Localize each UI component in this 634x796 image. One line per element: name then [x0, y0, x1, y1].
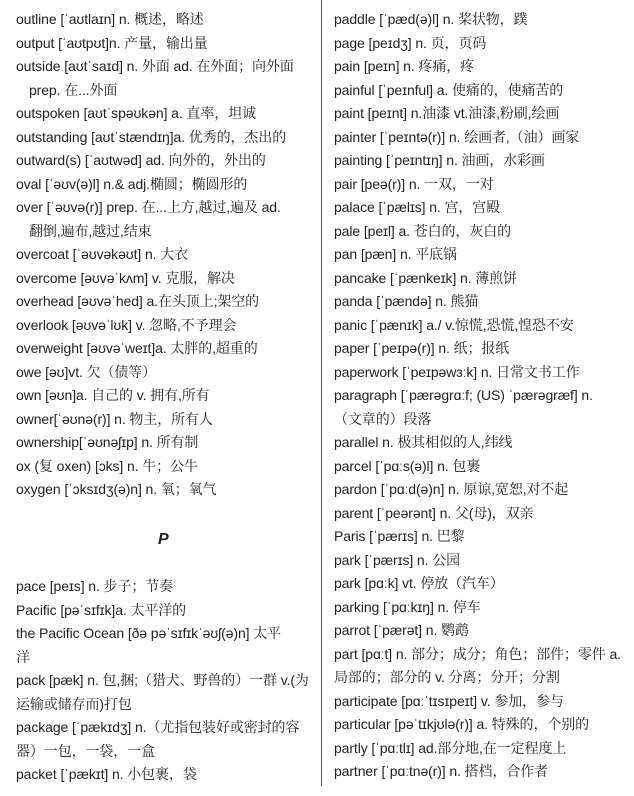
vocab-entry-text: pace [peɪs] n. 步子；节奏 — [16, 578, 174, 594]
vocab-entry-text: ownership[ˈəʊnəʃɪp] n. 所有制 — [16, 434, 199, 450]
vocab-entry — [16, 337, 318, 361]
vocab-entry — [16, 622, 318, 669]
vocab-entry — [334, 173, 630, 197]
vocab-entry — [334, 243, 630, 267]
vocab-entry-text: panda [ˈpændə] n. 熊猫 — [334, 293, 479, 309]
vocab-entry — [16, 384, 318, 408]
vocab-entry-text: Paris [ˈpærɪs] n. 巴黎 — [334, 528, 465, 544]
vocab-entry-text: overcome [əʊvəˈkʌm] v. 克服，解决 — [16, 269, 235, 286]
vocab-entry — [334, 290, 630, 314]
vocab-entry — [334, 525, 630, 549]
vocab-entry-text: paddle [ˈpæd(ə)l] n. 桨状物，蹼 — [334, 11, 528, 27]
vocab-entry — [16, 408, 318, 432]
vocab-entry — [16, 575, 318, 599]
vocab-entry-text: overweight [əʊvəˈweɪt]a. 太胖的,超重的 — [16, 340, 258, 356]
vocab-entry — [16, 55, 318, 102]
vocab-entry-text: outstanding [aʊtˈstændɪŋ]a. 优秀的，杰出的 — [16, 128, 287, 145]
vocab-entry-text: overlook [əʊvəˈlʊk] v. 忽略,不予理会 — [16, 316, 237, 333]
vocab-entry — [16, 8, 318, 32]
vocab-entry — [334, 196, 630, 220]
vocab-entry — [334, 126, 630, 150]
vocab-entry-text: outside [aʊtˈsaɪd] n. 外面 ad. 在外面；向外面 — [16, 58, 294, 74]
vocab-entry — [16, 716, 318, 763]
vocab-entry-text: the Pacific Ocean [ðə pəˈsɪfɪkˈəʊʃ(ə)n] 太平 — [16, 625, 282, 641]
vocab-entry-text: parent [ˈpeərənt] n. 父(母)，双亲 — [334, 504, 534, 521]
vocab-entry — [16, 478, 318, 502]
vocab-entry — [334, 572, 630, 596]
vocab-entry-continuation: （文章的）段落 — [334, 410, 432, 427]
left-column-p-words — [16, 575, 318, 787]
vocab-entry — [334, 596, 630, 620]
vocab-entry-text: overcoat [ˈəʊvəkəʊt] n. 大衣 — [16, 246, 189, 262]
vocab-entry-text: particular [pəˈtɪkjʊlə(r)] a. 特殊的，个别的 — [334, 716, 590, 732]
vocab-entry-text: oxygen [ˈɔksɪdʒ(ə)n] n. 氧；氧气 — [16, 481, 217, 497]
vocab-entry — [16, 763, 318, 787]
vocab-entry-text: ox (复 oxen) [ɔks] n. 牛；公牛 — [16, 457, 198, 474]
vocab-entry — [334, 619, 630, 643]
vocab-entry-text: park [ˈpærɪs] n. 公园 — [334, 551, 461, 568]
vocab-entry-text: oval [ˈəʊv(ə)l] n.& adj.椭圆；椭圆形的 — [16, 175, 248, 192]
vocab-entry — [334, 79, 630, 103]
vocab-entry — [334, 220, 630, 244]
vocab-entry-text: paint [peɪnt] n.油漆 vt.油漆,粉刷,绘画 — [334, 105, 560, 121]
vocab-entry — [334, 32, 630, 56]
vocab-entry-text: park [pɑːk] vt. 停放（汽车） — [334, 575, 504, 591]
vocab-entry-text: pardon [ˈpɑːd(ə)n] n. 原谅,宽恕,对不起 — [334, 481, 569, 497]
vocab-entry — [16, 102, 318, 126]
vocab-entry-text: pancake [ˈpænkeɪk] n. 薄煎饼 — [334, 269, 518, 286]
vocab-entry — [16, 196, 318, 243]
vocab-entry-text: panic [ˈpænɪk] a./ v.惊慌,恐慌,惶恐不安 — [334, 316, 574, 333]
vocab-entry-text: pale [peɪl] a. 苍白的，灰白的 — [334, 222, 512, 239]
vocab-entry — [334, 267, 630, 291]
vocab-entry-continuation: prep. 在...外面 — [29, 81, 118, 98]
vocab-entry — [334, 102, 630, 126]
vocab-entry-text: painter [ˈpeɪntə(r)] n. 绘画者,（油）画家 — [334, 128, 580, 145]
vocab-entry-text: packet [ˈpækɪt] n. 小包裹，袋 — [16, 766, 197, 782]
vocab-entry-text: painful [ˈpeɪnful] a. 使痛的，使痛苦的 — [334, 81, 564, 98]
vocab-entry-text: package [ˈpækɪdʒ] n.（尤指包装好或密封的容 — [16, 719, 300, 735]
vocab-entry-text: outward(s) [ˈaʊtwəd] ad. 向外的，外出的 — [16, 152, 266, 168]
vocab-entry-text: parking [ˈpɑːkɪŋ] n. 停车 — [334, 598, 481, 615]
vocab-entry — [334, 55, 630, 79]
right-column-p-words — [334, 8, 630, 784]
vocab-entry-text: partly [ˈpɑːtlɪ] ad.部分地,在一定程度上 — [334, 739, 567, 756]
vocab-entry-text: parallel n. 极其相似的人,纬线 — [334, 434, 513, 450]
vocab-entry — [16, 126, 318, 150]
vocab-entry — [16, 149, 318, 173]
vocab-entry-text: palace [ˈpælɪs] n. 宫，宫殿 — [334, 199, 501, 215]
vocab-entry-text: parcel [ˈpɑːs(ə)l] n. 包裹 — [334, 457, 481, 474]
vocab-entry-text: paper [ˈpeɪpə(r)] n. 纸；报纸 — [334, 340, 510, 356]
vocab-entry-continuation: 翻倒,遍布,越过,结束 — [29, 222, 152, 239]
vocab-entry — [334, 314, 630, 338]
vocab-entry — [16, 173, 318, 197]
vocab-entry — [334, 760, 630, 784]
vocab-entry — [334, 431, 630, 455]
vocab-entry-text: pair [peə(r)] n. 一双，一对 — [334, 175, 494, 192]
vocab-entry-text: participate [pɑːˈtɪsɪpeɪt] v. 参加，参与 — [334, 692, 564, 709]
vocab-entry-continuation: 局部的；部分的 v. 分离；分开；分割 — [334, 669, 560, 685]
vocab-entry-text: partner [ˈpɑːtnə(r)] n. 搭档，合作者 — [334, 763, 549, 779]
vocab-entry — [334, 384, 630, 431]
vocab-entry — [334, 149, 630, 173]
vocab-entry — [334, 337, 630, 361]
vocab-entry — [16, 290, 318, 314]
vocab-entry — [334, 8, 630, 32]
vocab-entry — [334, 478, 630, 502]
vocab-entry — [16, 431, 318, 455]
vocab-entry — [16, 599, 318, 623]
vocab-entry-text: output [ˈaʊtpʊt]n. 产量，输出量 — [16, 34, 208, 51]
column-divider — [321, 0, 322, 786]
vocab-entry-text: painting [ˈpeɪntɪŋ] n. 油画，水彩画 — [334, 152, 545, 168]
vocab-entry-text: owe [əʊ]vt. 欠（债等） — [16, 363, 157, 380]
vocab-entry-text: pack [pæk] n. 包,捆;（猎犬、野兽的）一群 v.(为 — [16, 672, 309, 688]
vocab-entry — [16, 669, 318, 716]
vocab-entry — [334, 549, 630, 573]
vocab-entry — [334, 502, 630, 526]
vocab-entry-text: pain [peɪn] n. 疼痛，疼 — [334, 58, 475, 74]
vocab-entry-text: paragraph [ˈpærəgrɑːf; (US) ˈpærəgræf] n. — [334, 387, 593, 403]
vocab-entry-text: paperwork [ˈpeɪpəwɜːk] n. 日常文书工作 — [334, 363, 580, 380]
vocab-entry — [16, 361, 318, 385]
vocab-entry-text: page [peɪdʒ] n. 页，页码 — [334, 34, 487, 51]
vocab-entry-text: pan [pæn] n. 平底锅 — [334, 246, 457, 262]
vocab-entry-text: Pacific [pəˈsɪfɪk]a. 太平洋的 — [16, 601, 187, 618]
vocab-entry — [334, 361, 630, 385]
vocab-entry-continuation: 洋 — [16, 648, 30, 665]
vocab-entry — [16, 243, 318, 267]
vocab-entry — [16, 455, 318, 479]
vocab-entry — [16, 314, 318, 338]
vocab-entry — [16, 32, 318, 56]
vocab-entry — [334, 690, 630, 714]
vocab-entry — [334, 737, 630, 761]
vocab-entry — [334, 455, 630, 479]
vocab-entry-text: parrot [ˈpærət] n. 鹦鹉 — [334, 622, 469, 638]
vocab-entry-text: overhead [əʊvəˈhed] a.在头顶上;架空的 — [16, 293, 260, 309]
section-letter-heading: P — [158, 531, 169, 548]
vocab-entry-continuation: 器）一包，一袋，一盒 — [16, 742, 155, 759]
left-column-o-words — [16, 8, 318, 502]
vocab-entry-text: outline [ˈaʊtlaɪn] n. 概述，略述 — [16, 11, 204, 27]
vocab-entry-text: outspoken [aʊtˈspəʊkən] a. 直率，坦诚 — [16, 105, 256, 121]
vocab-entry-text: over [ˈəʊvə(r)] prep. 在...上方,越过,遍及 ad. — [16, 199, 281, 215]
vocab-entry — [334, 713, 630, 737]
vocab-entry-text: owner[ˈəʊnə(r)] n. 物主，所有人 — [16, 410, 213, 427]
vocab-entry-continuation: 运输或储存而)打包 — [16, 695, 132, 712]
vocab-entry-text: part [pɑːt] n. 部分；成分；角色；部件；零件 a. — [334, 645, 621, 662]
vocab-entry — [334, 643, 630, 690]
vocab-entry-text: own [əʊn]a. 自己的 v. 拥有,所有 — [16, 387, 210, 403]
vocab-entry — [16, 267, 318, 291]
